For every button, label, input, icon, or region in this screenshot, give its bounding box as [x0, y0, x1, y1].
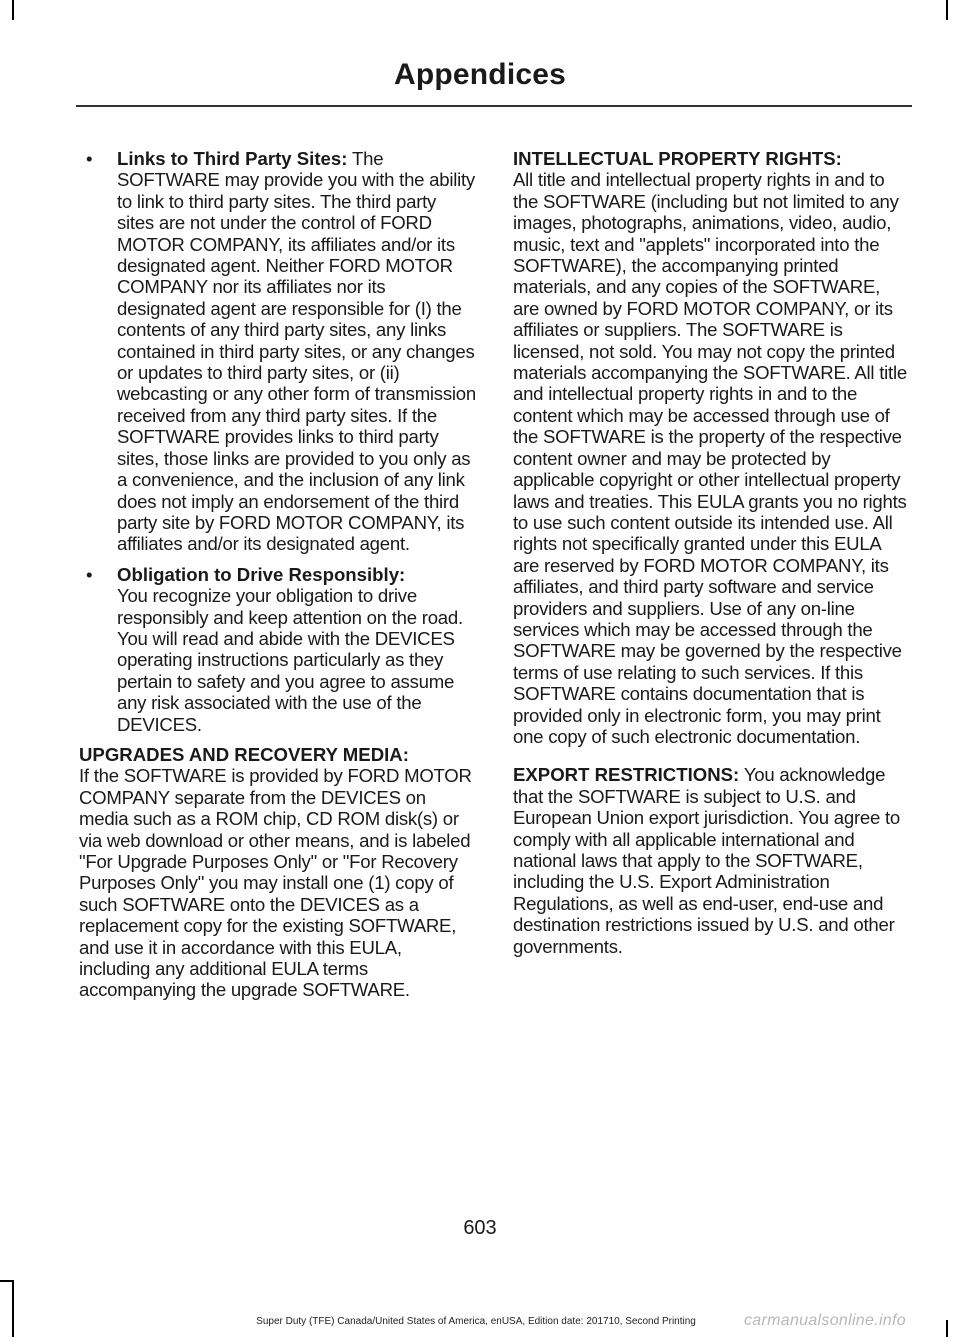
- crop-mark-top-left: [12, 0, 14, 20]
- header-divider: [76, 105, 912, 107]
- bullet-heading: Links to Third Party Sites:: [117, 148, 348, 169]
- section-heading: UPGRADES AND RECOVERY MEDIA:: [79, 743, 409, 765]
- bullet-icon: •: [86, 148, 93, 169]
- left-column: [79, 148, 477, 1018]
- watermark: carmanualsonline.info: [744, 1312, 906, 1329]
- section-text: All title and intellectual property rights in and to the SOFTWARE (including but not limited to any images, photographs, animations, video, audio, music, text and "applets" incorporated into the SOFTWARE), the accompanying printed materials, and any copies of the SOFTWARE, are owned by FORD MOTOR COMPANY, or its affiliates or suppliers. The SOFTWARE is licensed, not sold. You may not copy the printed materials accompanying the SOFTWARE. All title and intellectual property rights in and to the content which may be accessed through use of the SOFTWARE is the property of the respective content owner and may be protected by applicable copyright or other intellectual property laws and treaties. This EULA grants you no rights to use such content outside its intended use. All rights not specifically granted under this EULA are reserved by FORD MOTOR COMPANY, its affiliates, and third party software and service providers and suppliers. Use of any on-line services which may be accessed through the SOFTWARE may be governed by the respective terms of use relating to such services. If this SOFTWARE contains documentation that is provided only in electronic form, you may print one copy of such electronic documentation.: [513, 169, 907, 747]
- crop-mark-bottom-right: [946, 1320, 948, 1337]
- crop-mark-top-right: [946, 0, 948, 20]
- footer-edition-info: Super Duty (TFE) Canada/United States of America, enUSA, Edition date: 201710, Second Printing: [256, 1316, 696, 1327]
- section-text: You acknowledge that the SOFTWARE is subject to U.S. and European Union export jurisdiction. You agree to comply with all applicable international and national laws that apply to the SOFTWARE, including the U.S. Export Administration Regulations, as well as end-user, end-use and destination restrictions issued by U.S. and other governments.: [513, 764, 901, 957]
- section-export-restrictions: [513, 764, 911, 957]
- section-text: If the SOFTWARE is provided by FORD MOTOR COMPANY separate from the DEVICES on media such as a ROM chip, CD ROM disk(s) or via web download or other means, and is labeled "For Upgrade Purposes Only" or "For Recovery Purposes Only" you may install one (1) copy of such SOFTWARE onto the DEVICES as a replacement copy for the existing SOFTWARE, and use it in accordance with this EULA, including any additional EULA terms accompanying the upgrade SOFTWARE.: [79, 765, 472, 1001]
- section-heading: INTELLECTUAL PROPERTY RIGHTS:: [513, 148, 842, 169]
- bullet-text: You recognize your obligation to drive responsibly and keep attention on the road. You will read and abide with the DEVICES operating instructions particularly as they pertain to safety and you agree to assume any risk associated with the use of the DEVICES.: [117, 585, 463, 735]
- bullet-icon: •: [86, 563, 93, 585]
- section-heading: EXPORT RESTRICTIONS:: [513, 764, 740, 786]
- crop-mark-bottom-left-h: [0, 1280, 14, 1282]
- bullet-item-drive-responsibly: [79, 564, 477, 735]
- page-number: 603: [463, 1217, 497, 1239]
- bullet-item-third-party-links: [79, 148, 477, 555]
- section-intellectual-property: [513, 148, 911, 747]
- page-title: Appendices: [393, 58, 567, 91]
- bullet-heading: Obligation to Drive Responsibly:: [117, 563, 406, 585]
- right-column: [513, 148, 911, 974]
- crop-mark-bottom-left-v: [12, 1280, 14, 1337]
- section-upgrades: [79, 744, 477, 1001]
- bullet-text: The SOFTWARE may provide you with the ability to link to third party sites. The third party sites are not under the control of FORD MOTOR COMPANY, its affiliates and/or its designated agent. Neither FORD MOTOR COMPANY nor its affiliates nor its designated agent are responsible for (I) the contents of any third party sites, any links contained in third party sites, or any changes or updates to third party sites, or (ii) webcasting or any other form of transmission received from any third party sites. If the SOFTWARE provides links to third party sites, those links are provided to you only as a convenience, and the inclusion of any link does not imply an endorsement of the third party site by FORD MOTOR COMPANY, its affiliates and/or its designated agent.: [117, 148, 476, 555]
